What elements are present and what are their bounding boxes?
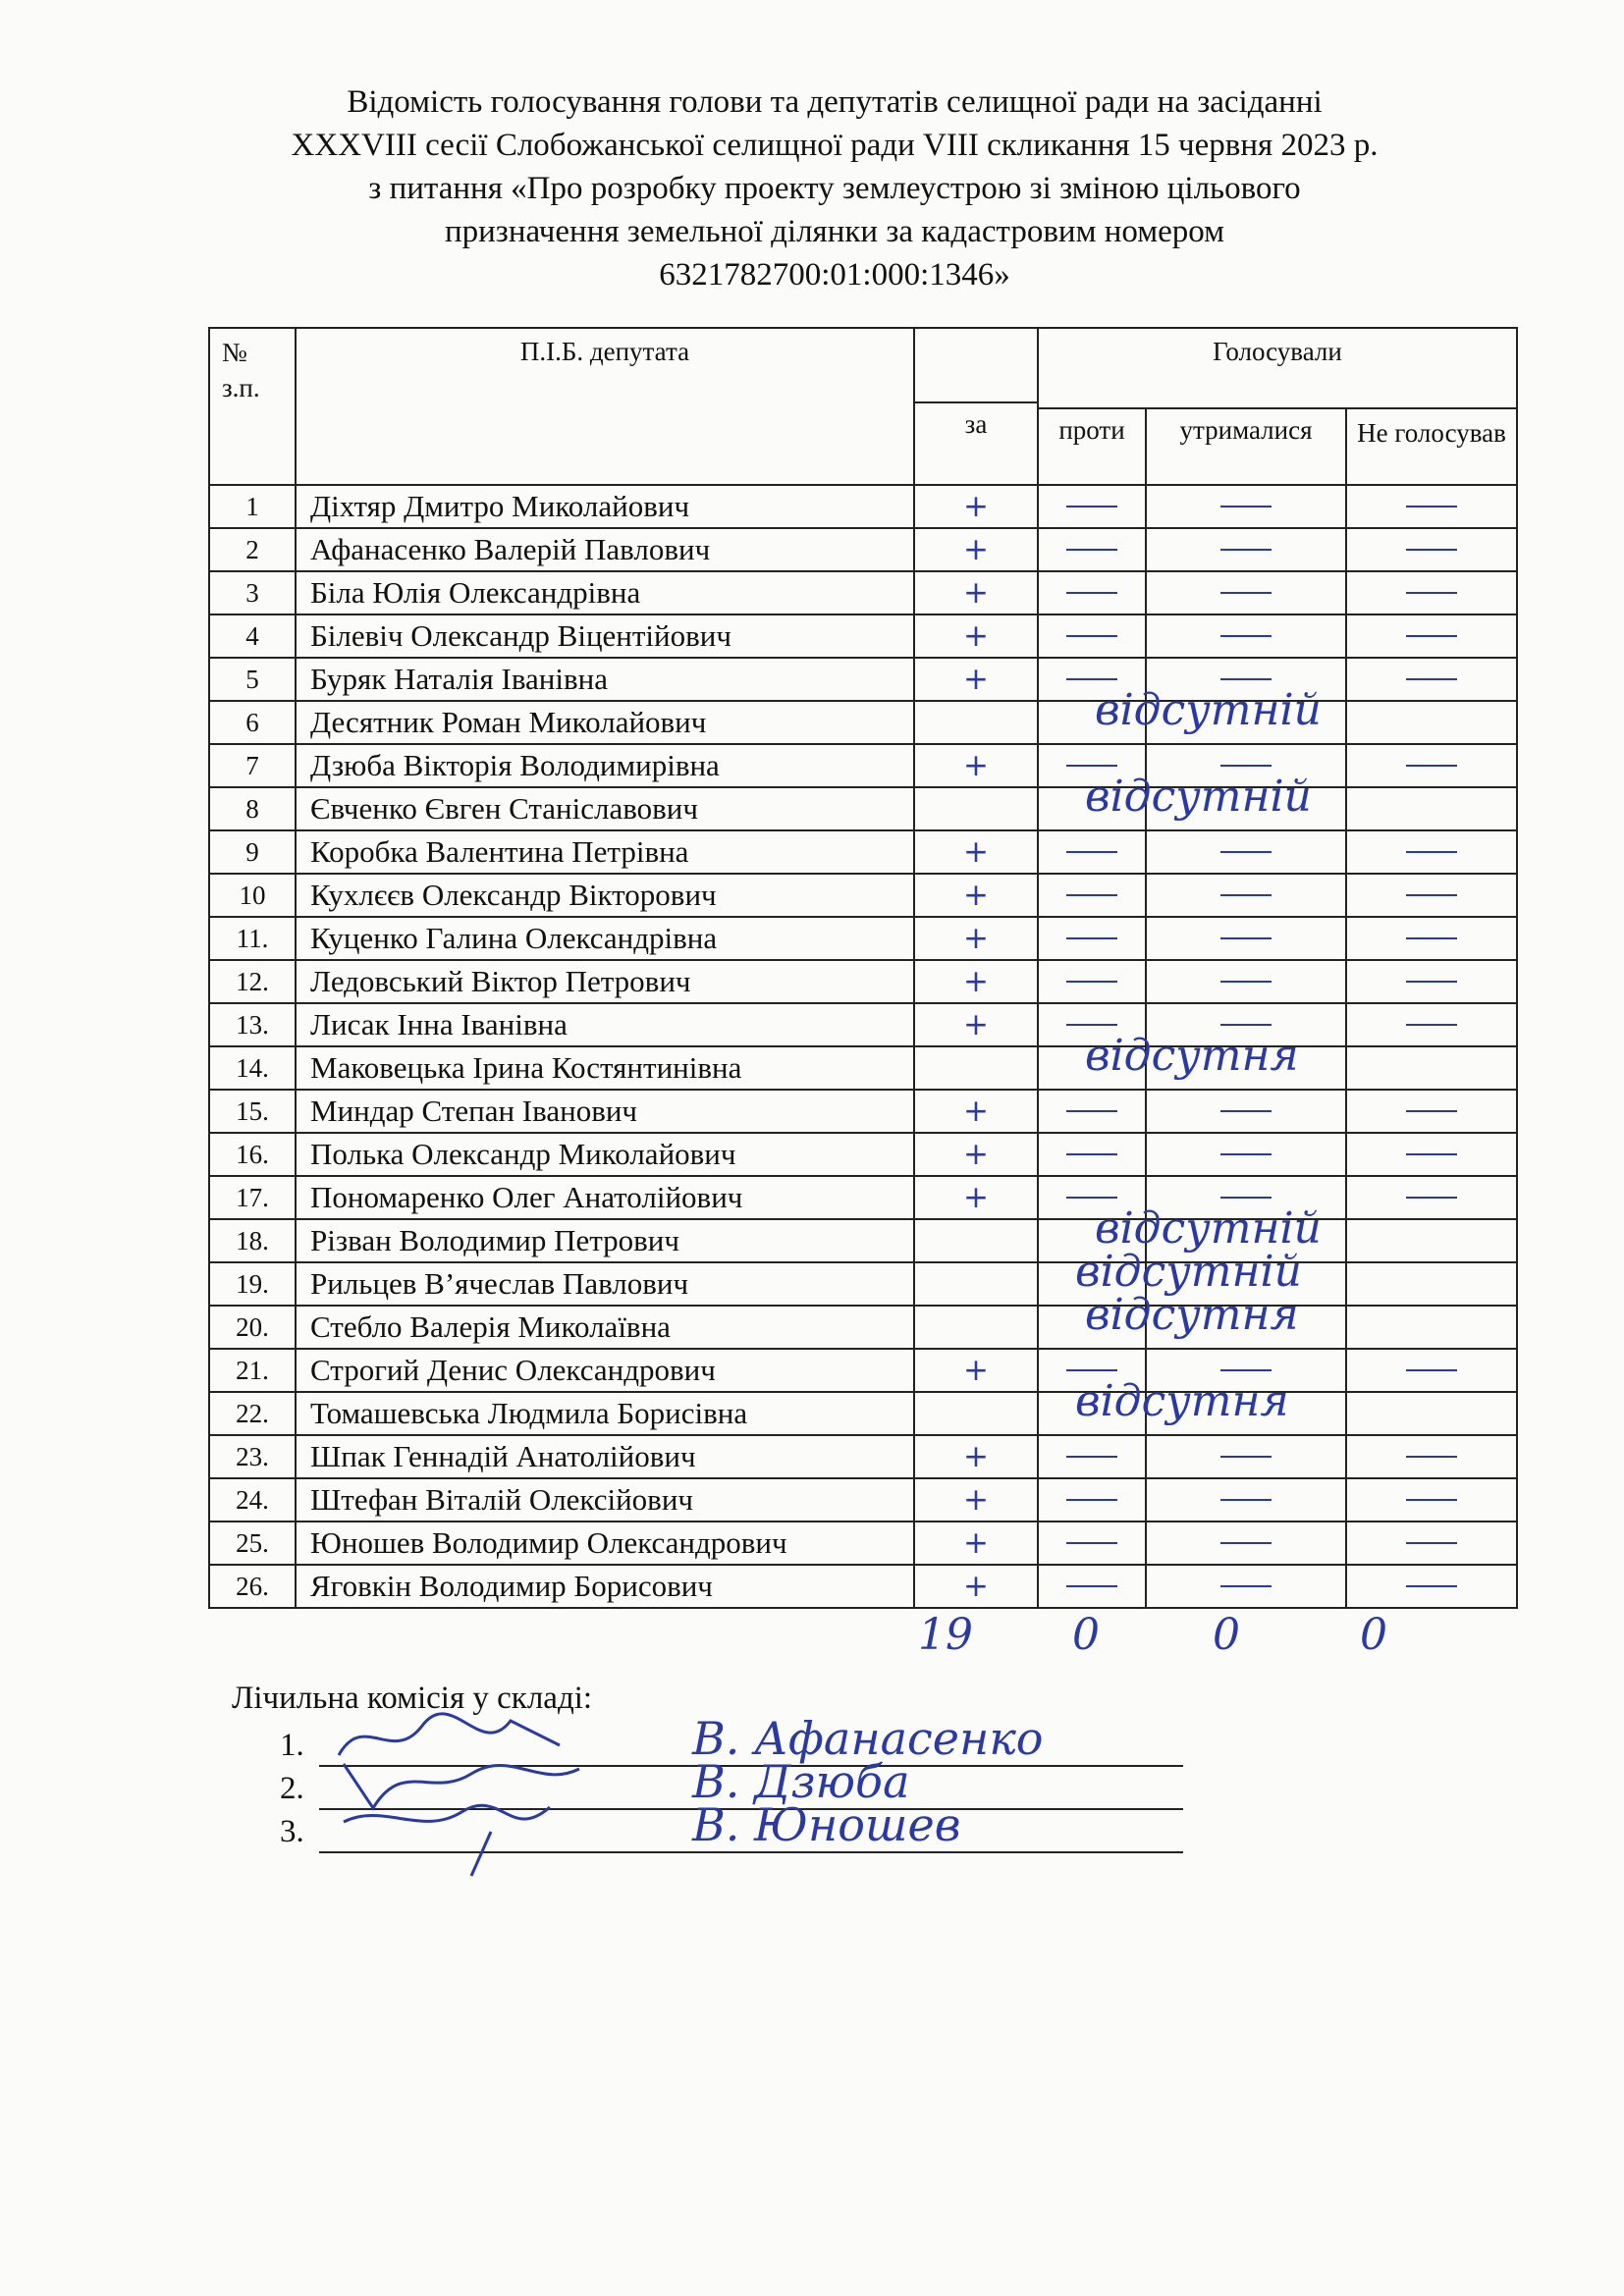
- vote-for: +: [914, 830, 1038, 874]
- vote-for: [914, 1046, 1038, 1090]
- row-number: 2: [209, 528, 296, 571]
- header-abstained: утрималися: [1146, 408, 1346, 485]
- deputy-name: Миндар Степан Іванович: [296, 1090, 914, 1133]
- table-row: [209, 1003, 1517, 1046]
- header-num: [209, 328, 296, 485]
- table-row: [209, 960, 1517, 1003]
- deputy-name: Рильцев В’ячеслав Павлович: [296, 1262, 914, 1306]
- vote-for: +: [914, 744, 1038, 787]
- vote-for: +: [914, 571, 1038, 614]
- voting-table-body: [209, 328, 1517, 1608]
- row-number: 1: [209, 485, 296, 528]
- header-name: П.І.Б. депутата: [296, 328, 914, 485]
- vote-for: +: [914, 1133, 1038, 1176]
- table-row: [209, 917, 1517, 960]
- row-number: 11.: [209, 917, 296, 960]
- member-name: В. Афанасенко: [692, 1712, 1044, 1765]
- row-number: 20.: [209, 1306, 296, 1349]
- table-header-row-1: [209, 328, 1517, 408]
- row-number: 26.: [209, 1565, 296, 1608]
- deputy-name: Євченко Євген Станіславович: [296, 787, 914, 830]
- voting-table: [208, 327, 1518, 1609]
- table-row: [209, 1306, 1517, 1349]
- header-for: за: [913, 401, 1039, 478]
- vote-for: +: [914, 1349, 1038, 1392]
- row-number: 13.: [209, 1003, 296, 1046]
- vote-for: +: [914, 1522, 1038, 1565]
- absent-annotation: відсутня: [1085, 1031, 1299, 1081]
- deputy-name: Буряк Наталія Іванівна: [296, 658, 914, 701]
- deputy-name: Маковецька Ірина Костянтинівна: [296, 1046, 914, 1090]
- table-row: [209, 1349, 1517, 1392]
- header-against: проти: [1038, 408, 1146, 485]
- vote-against: [1038, 744, 1146, 787]
- vote-for: +: [914, 658, 1038, 701]
- table-row: [209, 701, 1517, 744]
- row-number: 17.: [209, 1176, 296, 1219]
- deputy-name: Лисак Інна Іванівна: [296, 1003, 914, 1046]
- member-name: В. Юношев: [692, 1798, 961, 1851]
- title-line-2: XXXVIII сесії Слобожанської селищної ради VIII скликання 15 червня 2023 р.: [291, 128, 1379, 163]
- deputy-name: Різван Володимир Петрович: [296, 1219, 914, 1262]
- row-number: 23.: [209, 1435, 296, 1478]
- title-line-4: призначення земельної ділянки за кадастровим номером: [444, 214, 1225, 249]
- title-line-5: 6321782700:01:000:1346»: [659, 257, 1010, 293]
- row-number: 9: [209, 830, 296, 874]
- member-index: 3.: [280, 1814, 304, 1849]
- absent-annotation: відсутній: [1095, 1203, 1322, 1254]
- row-number: 3: [209, 571, 296, 614]
- vote-not-voted: [1346, 485, 1517, 528]
- vote-for: [914, 787, 1038, 830]
- deputy-name: Діхтяр Дмитро Миколайович: [296, 485, 914, 528]
- deputy-name: Біла Юлія Олександрівна: [296, 571, 914, 614]
- total-abstained: 0: [1213, 1610, 1240, 1660]
- deputy-name: Афанасенко Валерій Павлович: [296, 528, 914, 571]
- row-number: 18.: [209, 1219, 296, 1262]
- absent-annotation: відсутній: [1095, 685, 1322, 735]
- header-for-cell: [914, 328, 1038, 485]
- table-row: [209, 1522, 1517, 1565]
- row-number: 5: [209, 658, 296, 701]
- row-number: 14.: [209, 1046, 296, 1090]
- table-row: [209, 1392, 1517, 1435]
- row-number: 24.: [209, 1478, 296, 1522]
- vote-not-voted: [1346, 1435, 1517, 1478]
- vote-abstained: [1146, 1262, 1346, 1306]
- table-row: [209, 528, 1517, 571]
- vote-for: +: [914, 917, 1038, 960]
- deputy-name: Стебло Валерія Миколаївна: [296, 1306, 914, 1349]
- absent-annotation: відсутній: [1075, 1247, 1302, 1297]
- deputy-name: Шпак Геннадій Анатолійович: [296, 1435, 914, 1478]
- table-row: [209, 1219, 1517, 1262]
- vote-abstained: [1146, 1306, 1346, 1349]
- table-row: [209, 1565, 1517, 1608]
- deputy-name: Строгий Денис Олександрович: [296, 1349, 914, 1392]
- vote-for: [914, 1262, 1038, 1306]
- vote-for: +: [914, 1003, 1038, 1046]
- table-row: [209, 830, 1517, 874]
- vote-against: [1038, 1090, 1146, 1133]
- deputy-name: Штефан Віталій Олексійович: [296, 1478, 914, 1522]
- vote-for: [914, 1392, 1038, 1435]
- vote-abstained: [1146, 485, 1346, 528]
- deputy-name: Томашевська Людмила Борисівна: [296, 1392, 914, 1435]
- member-index: 1.: [280, 1728, 304, 1763]
- deputy-name: Кухлєєв Олександр Вікторович: [296, 874, 914, 917]
- header-num-text: № з.п.: [222, 338, 260, 402]
- row-number: 19.: [209, 1262, 296, 1306]
- row-number: 25.: [209, 1522, 296, 1565]
- vote-for: +: [914, 614, 1038, 658]
- vote-not-voted: [1346, 830, 1517, 874]
- table-row: [209, 1262, 1517, 1306]
- vote-for: +: [914, 528, 1038, 571]
- total-not-voted: 0: [1360, 1610, 1387, 1660]
- deputy-name: Юношев Володимир Олександрович: [296, 1522, 914, 1565]
- vote-for: +: [914, 1565, 1038, 1608]
- vote-against: [1038, 485, 1146, 528]
- vote-for: +: [914, 960, 1038, 1003]
- table-row: [209, 614, 1517, 658]
- document-title: [196, 80, 1473, 296]
- header-voted: Голосували: [1038, 328, 1517, 408]
- absent-annotation: відсутній: [1085, 772, 1312, 822]
- row-number: 21.: [209, 1349, 296, 1392]
- vote-for: +: [914, 1435, 1038, 1478]
- vote-against: [1038, 1306, 1146, 1349]
- deputy-name: Полька Олександр Миколайович: [296, 1133, 914, 1176]
- vote-for: +: [914, 485, 1038, 528]
- total-against: 0: [1072, 1610, 1100, 1660]
- table-row: [209, 571, 1517, 614]
- row-number: 4: [209, 614, 296, 658]
- row-number: 10: [209, 874, 296, 917]
- row-number: 7: [209, 744, 296, 787]
- row-number: 8: [209, 787, 296, 830]
- table-row: [209, 744, 1517, 787]
- deputy-name: Коробка Валентина Петрівна: [296, 830, 914, 874]
- commission-member-3: [280, 1798, 1183, 1853]
- absent-annotation: відсутня: [1085, 1290, 1299, 1340]
- vote-for: [914, 701, 1038, 744]
- table-row: [209, 1046, 1517, 1090]
- row-number: 15.: [209, 1090, 296, 1133]
- vote-not-voted: [1346, 1349, 1517, 1392]
- vote-not-voted: [1346, 1090, 1517, 1133]
- vote-abstained: [1146, 1090, 1346, 1133]
- vote-abstained: [1146, 1349, 1346, 1392]
- title-line-3: з питання «Про розробку проекту землеустрою зі зміною цільового: [368, 171, 1301, 206]
- vote-not-voted: [1346, 1262, 1517, 1306]
- vote-for: +: [914, 874, 1038, 917]
- total-for: 19: [918, 1610, 973, 1660]
- table-row: [209, 1133, 1517, 1176]
- vote-for: +: [914, 1478, 1038, 1522]
- vote-abstained: [1146, 830, 1346, 874]
- member-index: 2.: [280, 1771, 304, 1806]
- table-row: [209, 874, 1517, 917]
- title-line-1: Відомість голосування голови та депутатів селищної ради на засіданні: [347, 84, 1323, 120]
- row-number: 12.: [209, 960, 296, 1003]
- deputy-name: Дзюба Вікторія Володимирівна: [296, 744, 914, 787]
- table-row: [209, 485, 1517, 528]
- vote-against: [1038, 830, 1146, 874]
- row-number: 22.: [209, 1392, 296, 1435]
- table-row: [209, 1478, 1517, 1522]
- table-row: [209, 787, 1517, 830]
- vote-for: +: [914, 1090, 1038, 1133]
- deputy-name: Яговкін Володимир Борисович: [296, 1565, 914, 1608]
- table-row: [209, 1090, 1517, 1133]
- signature-mark: [334, 1792, 589, 1892]
- vote-abstained: [1146, 1435, 1346, 1478]
- table-row: [209, 1176, 1517, 1219]
- vote-not-voted: [1346, 744, 1517, 787]
- vote-for: +: [914, 1176, 1038, 1219]
- row-number: 6: [209, 701, 296, 744]
- table-row: [209, 1435, 1517, 1478]
- deputy-name: Куценко Галина Олександрівна: [296, 917, 914, 960]
- deputy-name: Білевіч Олександр Віцентійович: [296, 614, 914, 658]
- vote-against: [1038, 1262, 1146, 1306]
- deputy-name: Десятник Роман Миколайович: [296, 701, 914, 744]
- vote-not-voted: [1346, 1306, 1517, 1349]
- commission-label: Лічильна комісія у складі:: [232, 1681, 593, 1716]
- vote-against: [1038, 1435, 1146, 1478]
- vote-for: [914, 1219, 1038, 1262]
- vote-totals: [0, 1610, 1624, 1669]
- deputy-name: Ледовський Віктор Петрович: [296, 960, 914, 1003]
- deputy-name: Пономаренко Олег Анатолійович: [296, 1176, 914, 1219]
- header-not-voted: Не голосував: [1346, 408, 1517, 485]
- vote-against: [1038, 1349, 1146, 1392]
- vote-abstained: [1146, 744, 1346, 787]
- table-row: [209, 658, 1517, 701]
- member-name: В. Дзюба: [692, 1755, 910, 1808]
- vote-for: [914, 1306, 1038, 1349]
- absent-annotation: відсутня: [1075, 1376, 1289, 1426]
- row-number: 16.: [209, 1133, 296, 1176]
